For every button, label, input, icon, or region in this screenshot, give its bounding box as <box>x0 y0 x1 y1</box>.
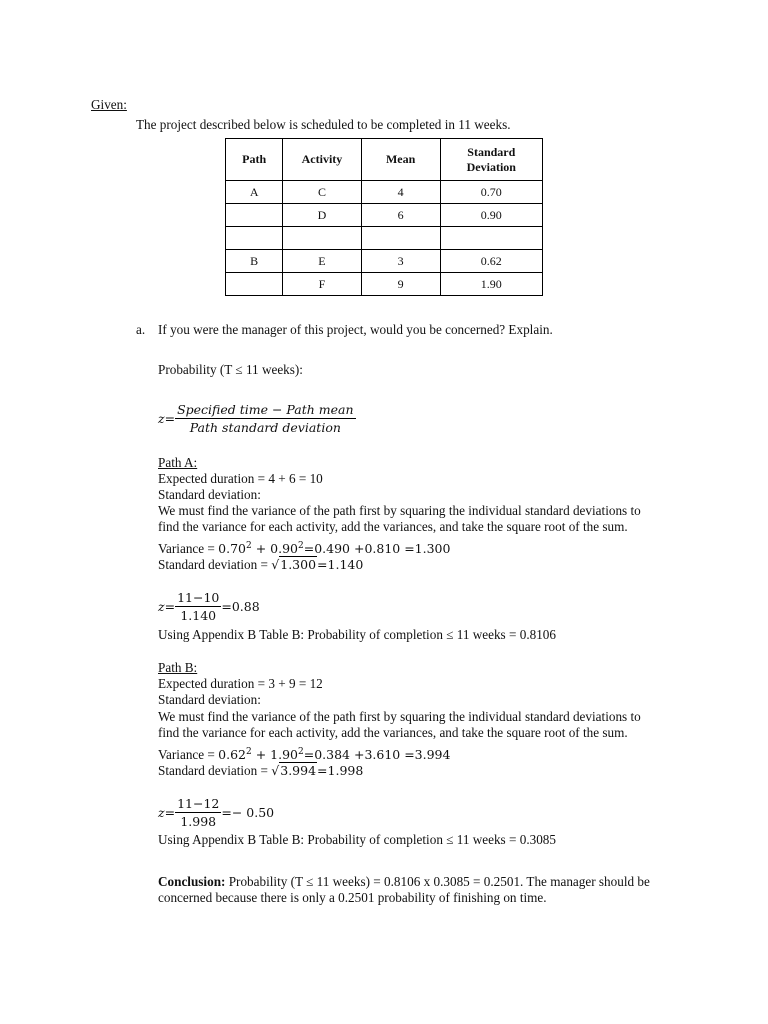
path-a-z <box>158 590 260 623</box>
z-fraction <box>175 590 221 623</box>
radicand: 1.300 <box>280 557 317 572</box>
path-b-result: Using Appendix B Table B: Probability of completion ≤ 11 weeks = 0.3085 <box>158 832 556 847</box>
path-a-sd-prefix: Standard deviation = <box>158 557 272 572</box>
conclusion-line-2: concerned because there is only a 0.2501 probability of finishing on time. <box>158 890 547 905</box>
variance-term: 1.90 <box>270 747 298 763</box>
path-a-result: Using Appendix B Table B: Probability of completion ≤ 11 weeks = 0.8106 <box>158 627 556 642</box>
z-denominator: 1.998 <box>180 814 217 829</box>
radicand: 3.994 <box>280 763 317 778</box>
variance-term: 0.70 <box>218 541 246 557</box>
exponent: 2 <box>246 541 252 551</box>
question-label: a. <box>136 322 146 337</box>
variance-term: 0.90 <box>270 541 298 557</box>
table-cell: 6 <box>361 204 440 227</box>
table-cell: 1.90 <box>440 273 542 296</box>
path-a-expected: Expected duration = 4 + 6 = 10 <box>158 471 323 486</box>
table-cell: 3 <box>361 250 440 273</box>
table-row <box>226 204 543 227</box>
z-formula-denominator: Path standard deviation <box>189 420 341 435</box>
path-b-title: Path B: <box>158 660 198 675</box>
question-text: If you were the manager of this project, would you be concerned? Explain. <box>158 322 553 337</box>
table-cell: 0.90 <box>440 204 542 227</box>
path-a-explain-2: find the variance for each activity, add the variances, and take the square root of the sum. <box>158 519 628 534</box>
conclusion-text-1: Probability (T ≤ 11 weeks) = 0.8106 x 0.3085 = 0.2501. The manager should be <box>225 874 650 889</box>
z-formula-fraction <box>175 402 355 435</box>
exponent: 2 <box>298 747 304 757</box>
path-b-sd-label: Standard deviation: <box>158 692 261 707</box>
activity-table <box>225 138 543 296</box>
table-cell <box>226 273 283 296</box>
table-cell <box>440 227 542 250</box>
exponent: 2 <box>246 747 252 757</box>
path-a-explain-1: We must find the variance of the path first by squaring the individual standard deviations to <box>158 503 641 518</box>
table-cell <box>226 227 283 250</box>
table-cell <box>283 227 361 250</box>
header-path: Path <box>226 139 283 181</box>
variance-result: =0.384 +3.610 =3.994 <box>303 747 451 763</box>
table-cell: E <box>283 250 361 273</box>
path-b-sd-prefix: Standard deviation = <box>158 763 272 778</box>
path-b-variance-math: $0.62^2 + 1.90^2=0.384 +3.610 =3.994$ <box>218 747 451 763</box>
z-formula <box>158 402 356 435</box>
table-row <box>226 227 543 250</box>
table-cell <box>361 227 440 250</box>
z-result: =0.88 <box>221 599 260 614</box>
intro-text: The project described below is scheduled to be completed in 11 weeks. <box>136 117 511 132</box>
header-activity: Activity <box>283 139 361 181</box>
header-std-dev-label: Standard Deviation <box>466 144 516 174</box>
conclusion-line-1 <box>158 874 650 890</box>
path-b-expected: Expected duration = 3 + 9 = 12 <box>158 676 323 691</box>
z-result: =− 0.50 <box>221 805 275 820</box>
table-cell: 9 <box>361 273 440 296</box>
sd-result: =1.998 <box>317 763 364 778</box>
path-a-variance-prefix: Variance = <box>158 541 219 557</box>
table-cell <box>226 204 283 227</box>
path-a-sd-label: Standard deviation: <box>158 487 261 502</box>
table-row <box>226 273 543 296</box>
path-a-variance <box>158 538 450 557</box>
table-row <box>226 181 543 204</box>
variance-result: =0.490 +0.810 =1.300 <box>303 541 451 557</box>
table-cell: F <box>283 273 361 296</box>
z-fraction <box>175 796 221 829</box>
path-b-sd-math: √3.994=1.998 <box>271 763 364 778</box>
path-a-title: Path A: <box>158 455 198 470</box>
table-cell: 4 <box>361 181 440 204</box>
table-header-row <box>226 139 543 181</box>
table-cell: 0.70 <box>440 181 542 204</box>
z-lhs: z= <box>158 805 176 820</box>
header-mean: Mean <box>361 139 440 181</box>
header-std-dev <box>440 139 542 181</box>
path-a-variance-math: $0.70^2 + 0.90^2=0.490 +0.810 =1.300$ <box>218 541 451 557</box>
z-numerator: 11−10 <box>177 590 220 605</box>
table-cell: B <box>226 250 283 273</box>
conclusion-label: Conclusion: <box>158 874 226 889</box>
z-formula-lhs: z= <box>158 411 176 426</box>
given-label: Given: <box>91 97 127 112</box>
path-b-explain-2: find the variance for each activity, add the variances, and take the square root of the sum. <box>158 725 628 740</box>
exponent: 2 <box>298 541 304 551</box>
path-b-variance <box>158 744 450 763</box>
variance-term: 0.62 <box>218 747 246 763</box>
path-b-explain-1: We must find the variance of the path first by squaring the individual standard deviations to <box>158 709 641 724</box>
path-b-sd <box>158 763 363 779</box>
path-a-sd-math: √1.300=1.140 <box>271 557 364 572</box>
path-a-sd <box>158 557 363 573</box>
z-denominator: 1.140 <box>180 608 217 623</box>
probability-line: Probability (T ≤ 11 weeks): <box>158 362 303 377</box>
z-lhs: z= <box>158 599 176 614</box>
sd-result: =1.140 <box>317 557 364 572</box>
path-b-variance-prefix: Variance = <box>158 747 219 763</box>
table-cell: D <box>283 204 361 227</box>
table-row <box>226 250 543 273</box>
z-formula-numerator: Specified time − Path mean <box>177 402 354 417</box>
table-cell: C <box>283 181 361 204</box>
path-b-z <box>158 796 274 829</box>
z-numerator: 11−12 <box>177 796 220 811</box>
table-cell: 0.62 <box>440 250 542 273</box>
table-cell: A <box>226 181 283 204</box>
